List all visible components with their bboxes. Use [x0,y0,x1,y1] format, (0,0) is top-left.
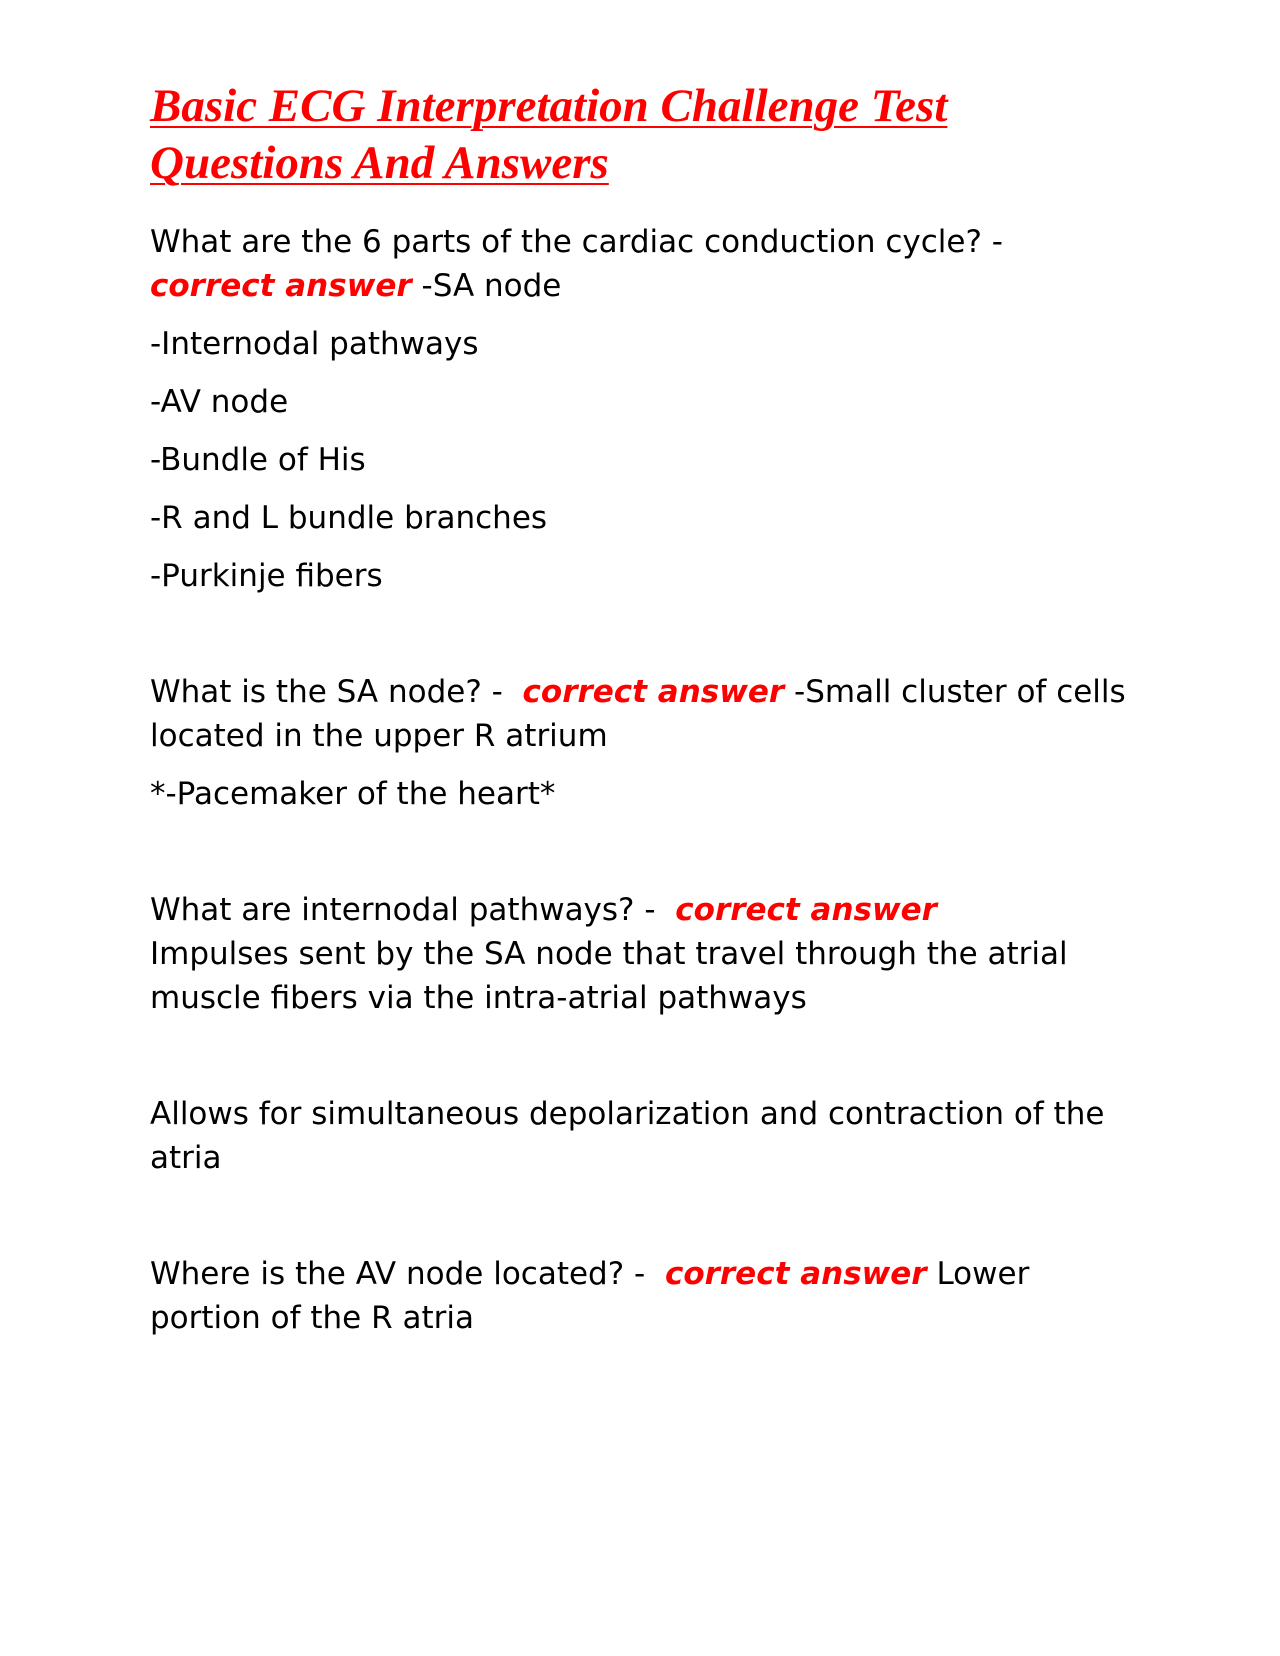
list-item: -Purkinje fibers [150,558,383,594]
list-item: -AV node [150,384,289,420]
question-1-first-item: -SA node [411,268,562,304]
question-3-extra: Allows for simultaneous depolarization and contraction of the atria [150,1096,1115,1176]
correct-answer-label: correct answer [664,1256,927,1292]
question-2-answer: -Small cluster of cells located in the upper R atrium [150,674,1136,754]
document-title [150,78,1140,192]
question-2-note: *-Pacemaker of the heart* [150,776,556,812]
question-1 [150,220,1140,308]
question-2 [150,670,1140,758]
question-1-text: What are the 6 parts of the cardiac conduction cycle? - [150,224,1003,260]
list-item: -R and L bundle branches [150,500,548,536]
question-3-text: What are internodal pathways? - [150,892,676,928]
correct-answer-label: correct answer [675,892,937,928]
question-3-answer: Impulses sent by the SA node that travel through the atrial muscle fibers via the intra-atrial pathways [150,936,1078,1016]
document-page [150,78,1140,1340]
question-4-answer: Lower portion of the R atria [150,1256,1040,1336]
question-2-text: What is the SA node? - [150,674,523,710]
question-4 [150,1252,1140,1340]
list-item: -Internodal pathways [150,326,479,362]
list-item: -Bundle of His [150,442,366,478]
title-line-1: Basic ECG Interpretation Challenge Test [150,80,948,132]
question-4-text: Where is the AV node located? - [150,1256,665,1292]
title-line-2: Questions And Answers [150,137,609,189]
correct-answer-label: correct answer [522,674,785,710]
question-3 [150,888,1140,1020]
correct-answer-label: correct answer [150,268,412,304]
